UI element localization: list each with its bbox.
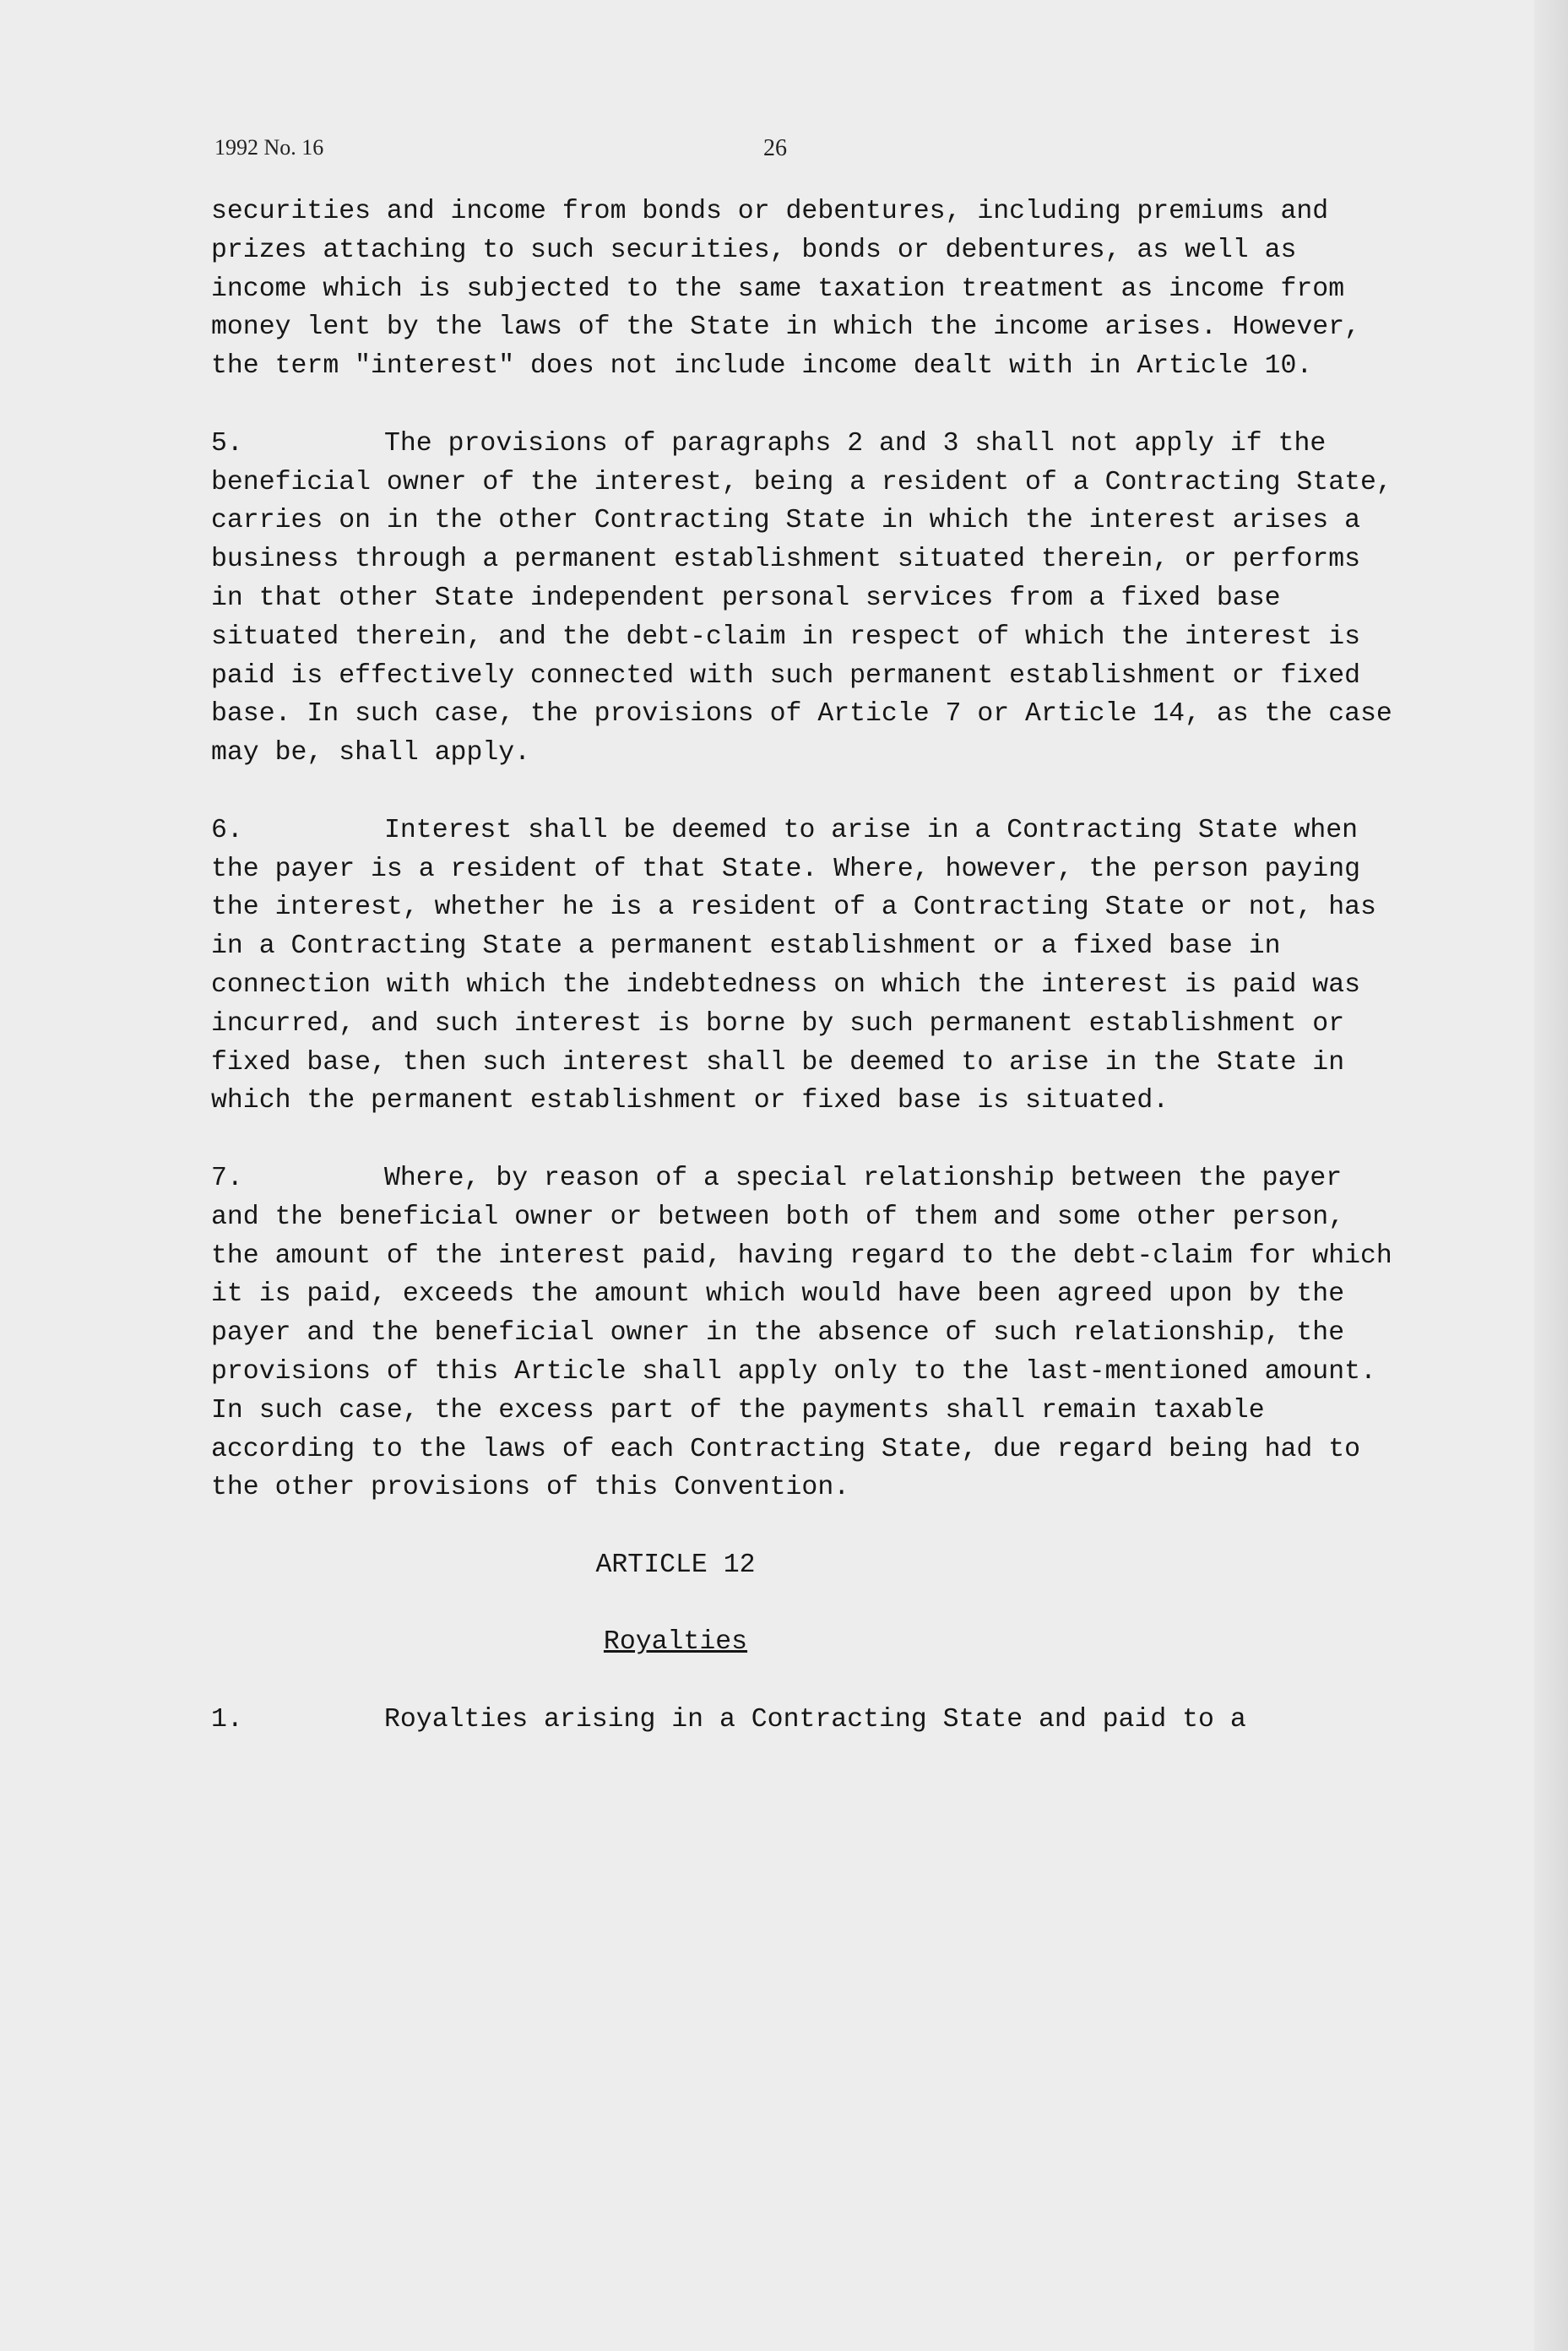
article-heading: ARTICLE 12: [595, 1550, 756, 1580]
document-body: [211, 193, 1408, 1740]
header-citation: 1992 No. 16: [214, 135, 324, 160]
article-title: [211, 1623, 1140, 1662]
page-number: 26: [763, 135, 787, 161]
article-title-text: Royalties: [603, 1627, 748, 1658]
paragraph-number: 7.: [211, 1163, 243, 1193]
paragraph-5: [211, 425, 1408, 773]
paragraph-text: The provisions of paragraphs 2 and 3 shall not apply if the beneficial owner of the interest, being a resident of a Contracting State, carries on in the other Contracting State in which the interest arises a business through a permanent establishment situated therein, or performs in that other State independent personal services from a fixed base situated therein, and the debt-claim in respect of which the interest is paid is effectively connected with such permanent establishment or fixed base. In such case, the provisions of Article 7 or Article 14, as the case may be, shall apply.: [211, 428, 1408, 768]
paragraph-7: [211, 1159, 1408, 1507]
page-edge-shadow: [1534, 0, 1568, 2351]
article-12-paragraph-1: [211, 1701, 1402, 1740]
paragraph-text: Where, by reason of a special relationship between the payer and the beneficial owner or between both of them and some other person, the amount of the interest paid, having regard to the debt-claim for which it is paid, exceeds the amount which would have been agreed upon by the payer and the beneficial owner in the absence of such relationship, the provisions of this Article shall apply only to the last-mentioned amount. In such case, the excess part of the payments shall remain taxable according to the laws of each Contracting State, due regard being had to the other provisions of this Convention.: [211, 1163, 1408, 1503]
continuation-paragraph: securities and income from bonds or debentures, including premiums and prizes attaching to such securities, bonds or debentures, as well as income which is subjected to the same taxation treatment as income from money lent by the laws of the State in which the income arises. However, the term "interest" does not include income dealt with in Article 10.: [211, 197, 1376, 382]
paragraph-text: Royalties arising in a Contracting State and paid to a: [384, 1705, 1246, 1735]
paragraph-6: [211, 812, 1402, 1121]
paragraph-text: Interest shall be deemed to arise in a Contracting State when the payer is a resident of that State. Where, however, the person paying the interest, whether he is a resident of a Contracting State or not, has in a Contracting State a permanent establishment or a fixed base in connection with which the indebtedness on which the interest is paid was incurred, and such interest is borne by such permanent establishment or fixed base, then such interest shall be deemed to arise in the State in which the permanent establishment or fixed base is situated.: [211, 815, 1392, 1116]
paragraph-number: 5.: [211, 428, 243, 459]
paragraph-number: 6.: [211, 815, 243, 845]
paragraph-number: 1.: [211, 1705, 243, 1735]
